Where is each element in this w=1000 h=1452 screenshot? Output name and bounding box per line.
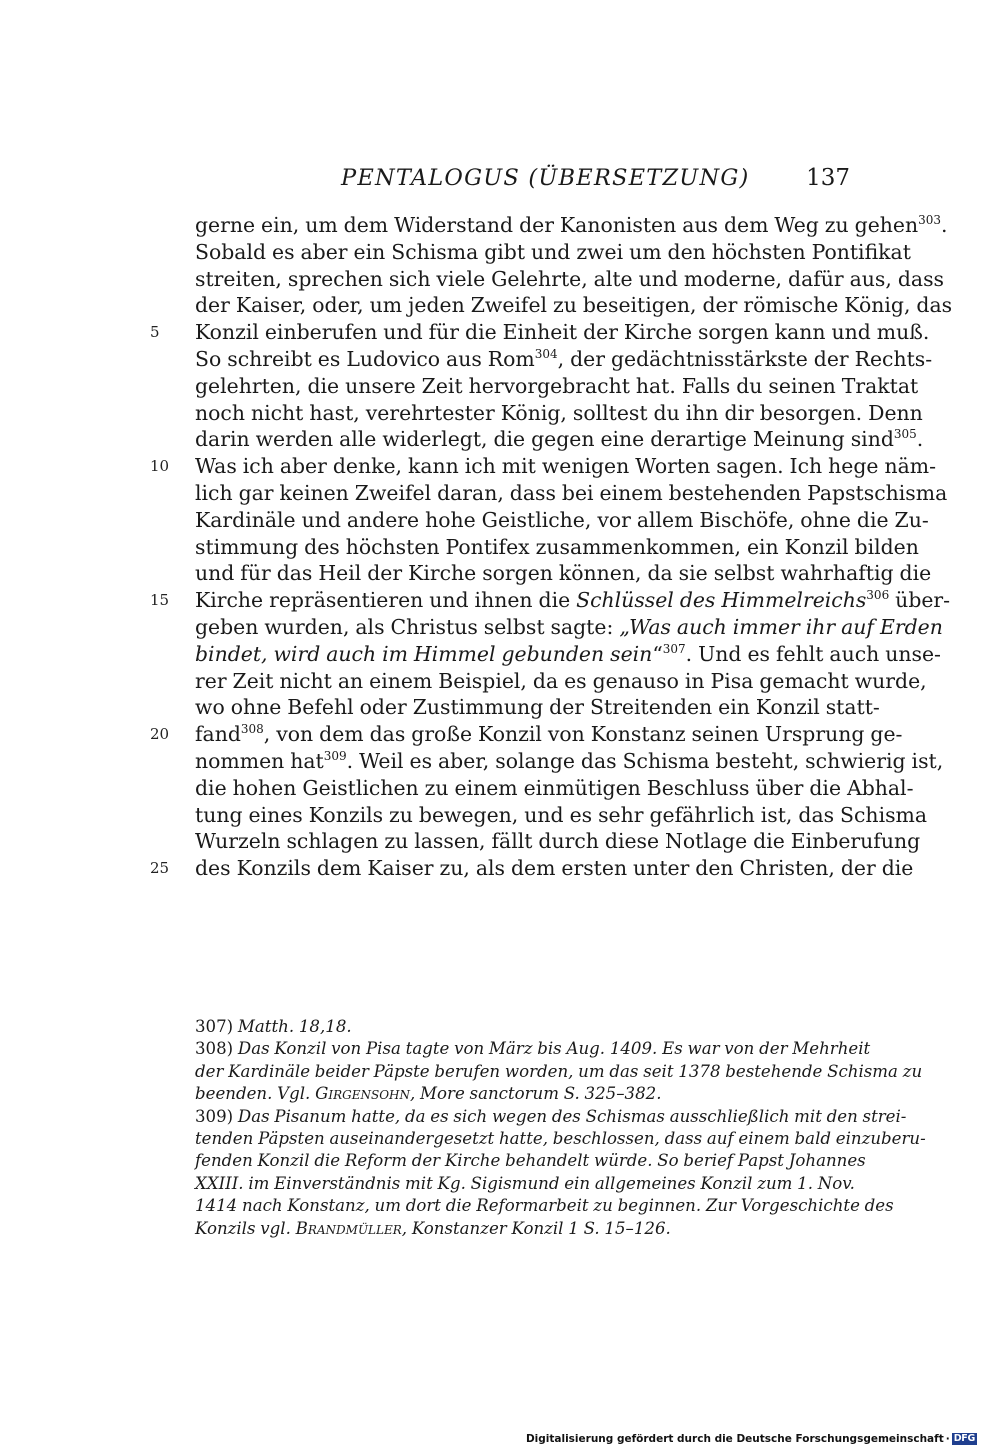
text-line — [195, 373, 919, 400]
text-segment: der Kaiser, oder, um jeden Zweifel zu beseitigen, der römische König, das — [195, 293, 953, 318]
footnote-segment: beenden. Vgl. — [195, 1084, 316, 1104]
credit-separator: · — [945, 1433, 950, 1445]
text-line — [195, 426, 924, 453]
text-segment: . — [916, 427, 924, 452]
text-segment: des Konzils dem Kaiser zu, als dem ersten unter den Christen, der die — [195, 856, 914, 881]
text-line — [195, 641, 941, 668]
digitization-credit — [526, 1432, 977, 1446]
footnote-segment: 309) — [195, 1106, 238, 1126]
text-line — [195, 668, 927, 695]
text-line — [195, 560, 932, 587]
footnote-line — [195, 1150, 866, 1172]
text-segment: stimmung des höchsten Pontifex zusammenkommen, ein Konzil bilden — [195, 534, 919, 559]
footnote-reference: 306 — [866, 588, 890, 603]
text-line — [150, 453, 936, 480]
footnote-reference: 304 — [534, 347, 558, 362]
footnote-line — [195, 1218, 850, 1240]
footnote-line — [195, 1195, 894, 1217]
line-number: 15 — [150, 591, 170, 610]
footnote-segment: Das Konzil von Pisa tagte von März bis Aug. 1409. Es war von der Mehrheit — [237, 1039, 871, 1059]
text-segment: . — [941, 213, 948, 237]
text-line — [195, 480, 948, 507]
footnote-line — [195, 1106, 907, 1128]
text-segment: gelehrten, die unsere Zeit hervorgebracht hat. Falls du seinen Traktat — [195, 373, 919, 398]
text-segment: noch nicht hast, verehrtester König, solltest du ihn dir besorgen. Denn — [195, 400, 923, 425]
footnote-segment: der Kardinäle beider Päpste berufen worden, um das seit 1378 bestehende Schisma zu — [195, 1061, 923, 1081]
text-segment: “ — [652, 641, 663, 666]
text-segment: die hohen Geistlichen zu einem einmütigen Beschluss über die Abhal- — [195, 775, 914, 800]
footnote-line — [195, 1061, 923, 1083]
credit-text: Digitalisierung gefördert durch die Deutsche Forschungsgemeinschaft — [525, 1433, 944, 1445]
footnotes — [195, 1016, 926, 1240]
footnote-line — [195, 1016, 850, 1038]
text-line — [195, 400, 923, 427]
text-segment: Wurzeln schlagen zu lassen, fällt durch diese Notlage die Einberufung — [195, 829, 921, 854]
text-segment: darin werden alle widerlegt, die gegen eine derartige Meinung sind — [195, 427, 894, 452]
footnote-segment: Das Pisanum hatte, da es sich wegen des Schismas ausschließlich mit den strei- — [237, 1106, 907, 1126]
line-number: 25 — [150, 859, 170, 878]
text-segment: „Was auch immer ihr auf Erden — [619, 614, 943, 639]
footnote-segment: 1414 nach Konstanz, um dort die Reformarbeit zu beginnen. Zur Vorgeschichte des — [195, 1196, 894, 1216]
footnote-segment: Matth. 18,18. — [237, 1017, 352, 1036]
main-text — [150, 212, 953, 882]
text-line — [195, 828, 921, 855]
text-line — [150, 855, 914, 882]
footnote-segment: , More sanctorum S. 325–382. — [410, 1084, 662, 1104]
text-segment: rer Zeit nicht an einem Beispiel, da es genauso in Pisa gemacht wurde, — [195, 668, 927, 693]
text-segment: Schlüssel des Himmelreichs — [576, 588, 867, 613]
footnote-segment: fenden Konzil die Reform der Kirche behandelt würde. So berief Papst Johannes — [195, 1151, 866, 1171]
text-segment: streiten, sprechen sich viele Gelehrte, alte und moderne, dafür aus, dass — [195, 266, 944, 291]
footnote-segment: Konzils vgl. — [195, 1218, 296, 1238]
text-segment: . Weil es aber, solange das Schisma besteht, schwierig ist, — [346, 748, 944, 773]
text-segment: Kardinäle und andere hohe Geistliche, vor allem Bischöfe, ohne die Zu- — [195, 507, 929, 532]
footnote-reference: 309 — [323, 749, 347, 764]
text-line — [150, 721, 903, 748]
footnote-reference: 303 — [918, 213, 942, 228]
text-segment: . Und es fehlt auch unse- — [685, 641, 941, 666]
footnote-reference: 307 — [662, 641, 686, 656]
text-line — [150, 587, 951, 614]
text-line — [195, 239, 911, 266]
text-segment: Konzil einberufen und für die Einheit der Kirche sorgen kann und muß. — [195, 320, 930, 345]
text-line — [195, 802, 928, 829]
text-segment: tung eines Konzils zu bewegen, und es sehr gefährlich ist, das Schisma — [195, 802, 928, 827]
line-number: 20 — [150, 725, 170, 744]
text-segment: gerne ein, um dem Widerstand der Kanonisten aus dem Weg zu gehen — [195, 213, 919, 237]
text-segment: über- — [889, 588, 951, 613]
text-segment: bindet, wird auch im Himmel gebunden sein — [195, 641, 653, 666]
text-line — [150, 319, 930, 346]
text-segment: wo ohne Befehl oder Zustimmung der Streitenden ein Konzil statt- — [195, 695, 880, 720]
text-line — [195, 507, 929, 534]
line-number: 10 — [150, 457, 170, 476]
text-line — [195, 748, 944, 775]
text-segment: lich gar keinen Zweifel daran, dass bei einem bestehenden Papstschisma — [195, 480, 948, 505]
text-line — [195, 694, 880, 721]
footnote-line — [195, 1173, 855, 1195]
text-segment: und für das Heil der Kirche sorgen können, da sie selbst wahrhaftig die — [195, 561, 932, 586]
author-name: Brandmüller — [295, 1218, 402, 1238]
text-segment: Was ich aber denke, kann ich mit wenigen Worten sagen. Ich hege näm- — [195, 454, 936, 479]
author-name: Girgensohn — [315, 1084, 410, 1104]
text-segment: , von dem das große Konzil von Konstanz seinen Ursprung ge- — [263, 722, 903, 747]
text-segment: nommen hat — [195, 748, 324, 773]
text-segment: Sobald es aber ein Schisma gibt und zwei um den höchsten Pontifikat — [195, 239, 911, 264]
running-title: PENTALOGUS (ÜBERSETZUNG) — [341, 165, 750, 191]
text-segment: Kirche repräsentieren und ihnen die — [195, 588, 577, 613]
dfg-logo: DFG — [953, 1433, 975, 1444]
running-header — [195, 163, 850, 197]
text-line — [195, 775, 914, 802]
footnote-segment: tenden Päpsten auseinandergesetzt hatte, beschlossen, dass auf einem bald einzuberu- — [195, 1128, 926, 1148]
footnote-segment: XXIII. im Einverständnis mit Kg. Sigismund ein allgemeines Konzil zum 1. Nov. — [195, 1173, 855, 1193]
text-line — [195, 346, 933, 373]
footnote-segment: , Konstanzer Konzil 1 S. 15–126. — [401, 1218, 671, 1238]
footnote-reference: 308 — [240, 722, 264, 737]
page-number: 137 — [806, 165, 850, 191]
text-line — [195, 534, 919, 561]
footnote-segment: 307) — [195, 1017, 238, 1036]
text-segment: So schreibt es Ludovico aus Rom — [195, 346, 535, 371]
text-line — [195, 266, 944, 293]
footnote-line — [195, 1083, 850, 1105]
text-line — [195, 292, 953, 319]
text-line — [195, 614, 943, 641]
footnote-line — [195, 1128, 926, 1150]
footnote-reference: 305 — [893, 427, 917, 442]
footnote-line — [195, 1038, 871, 1060]
text-segment: , der gedächtnisstärkste der Rechts- — [557, 346, 933, 371]
text-line — [195, 212, 948, 239]
text-segment: geben wurden, als Christus selbst sagte: — [195, 614, 620, 639]
text-segment: fand — [195, 722, 241, 747]
footnote-segment: 308) — [195, 1039, 238, 1059]
line-number: 5 — [150, 323, 160, 342]
